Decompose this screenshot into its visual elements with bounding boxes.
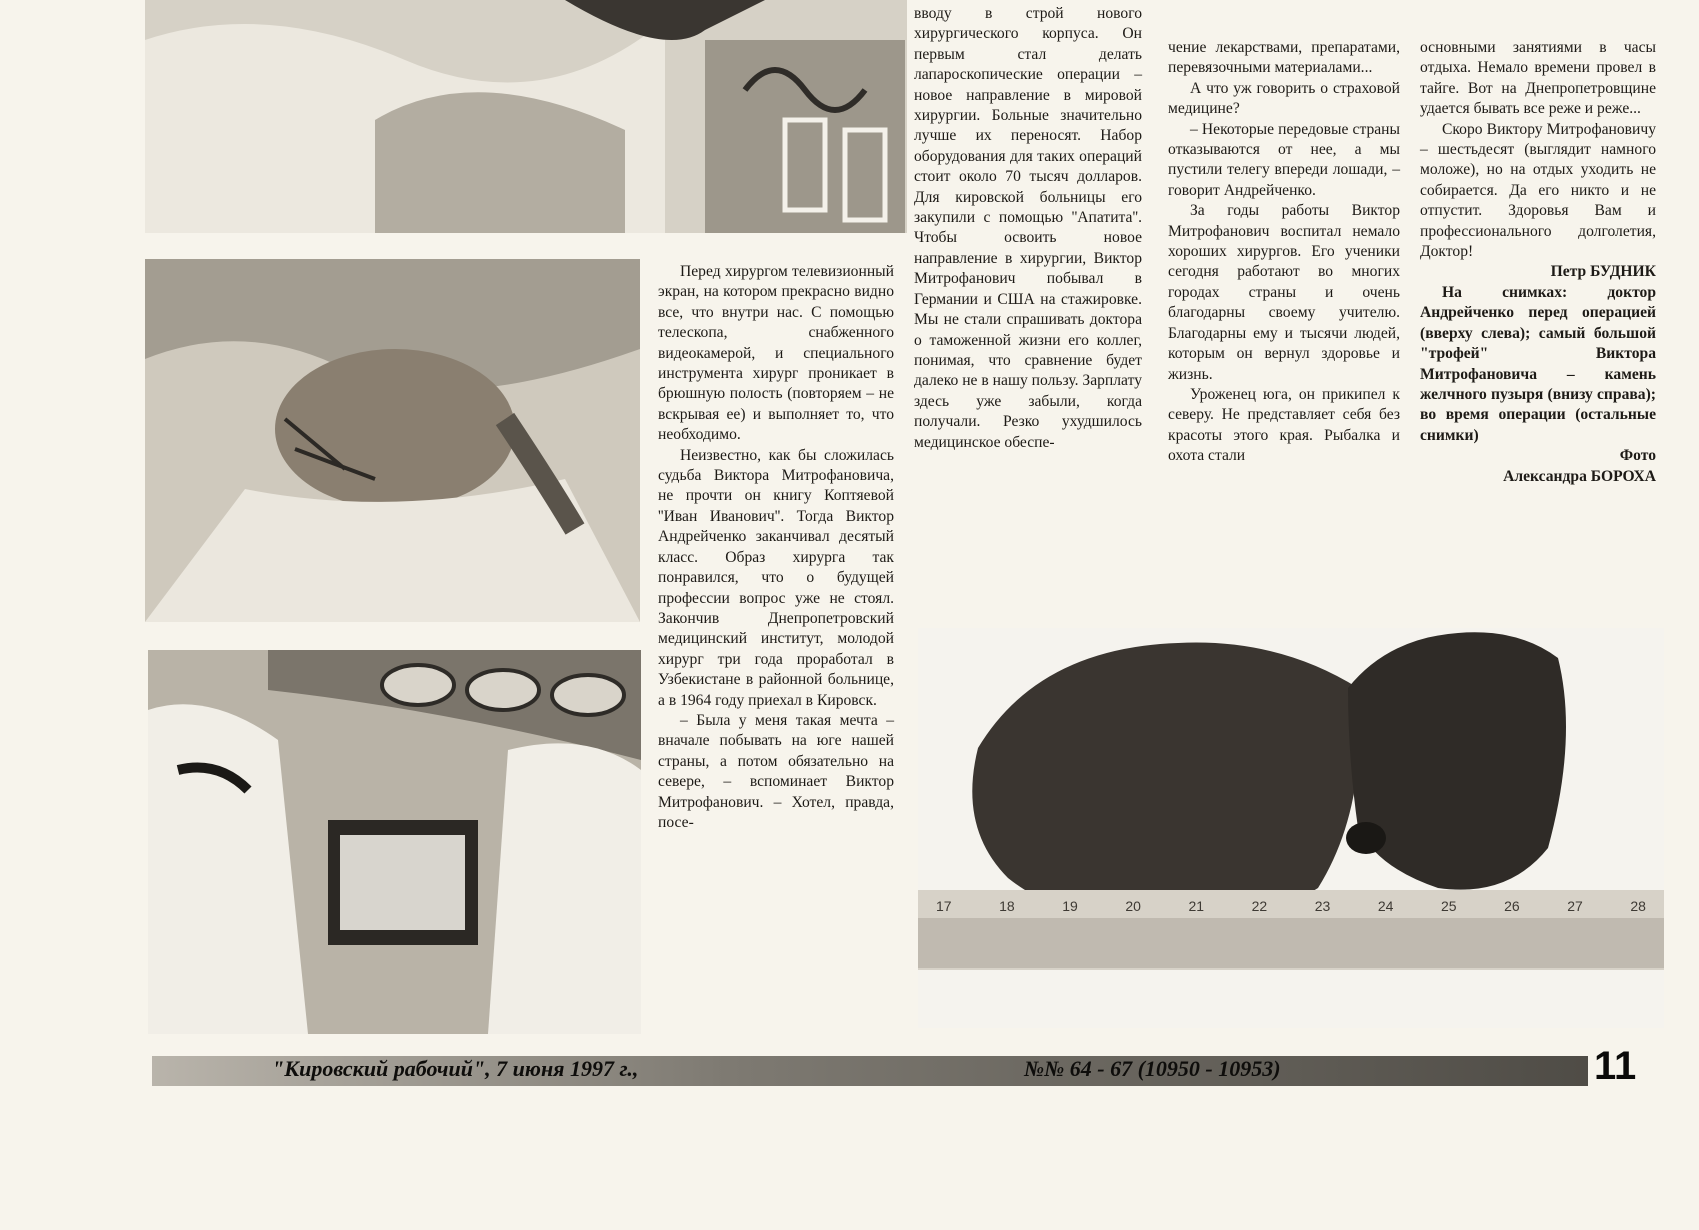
ruler-tick-label: 23 xyxy=(1314,898,1331,914)
ruler-tick-label: 25 xyxy=(1441,898,1457,914)
article-paragraph: основными занятиями в часы отдыха. Немало времени провел в тайге. Вот на Днепропетровщине удается бывать все реже и реже... xyxy=(1420,39,1656,118)
article-paragraph: – Была у меня такая мечта – вначале побывать на юге нашей страны, а потом обязательно на севере, – вспоминает Виктор Митрофанович. – Хотел, правда, посе- xyxy=(658,711,894,831)
photo-operating-room-bottom-image xyxy=(148,650,641,1034)
photo-surgeon-top-image xyxy=(145,0,907,233)
article-column-left xyxy=(658,262,894,833)
ruler-tick-label: 20 xyxy=(1125,898,1141,914)
article-paragraph: Уроженец юга, он прикипел к северу. Не представляет себя без красоты этого края. Рыбалка и охота стали xyxy=(1168,385,1400,465)
ruler-tick-label: 26 xyxy=(1504,898,1520,914)
photo-operating-room-bottom xyxy=(148,650,641,1034)
page-number: 11 xyxy=(1594,1044,1637,1088)
article-paragraph: Скоро Виктору Митрофановичу – шестьдесят (выглядит намного моложе), но на отдых уходить не собирается. Да его никто и не отпустит. Здоровья Вам и профессионального долголетия, Доктор! xyxy=(1420,120,1656,261)
footer-newspaper-name: "Кировский рабочий", 7 июня 1997 г., xyxy=(272,1056,639,1081)
article-paragraph: – Некоторые передовые страны отказываются от нее, а мы пустили телегу впереди лошади, – говорит Андрейченко. xyxy=(1168,120,1400,199)
ruler-tick-label: 28 xyxy=(1630,898,1646,914)
author-signature: Петр БУДНИК xyxy=(1550,263,1656,281)
photo-gallstone-image xyxy=(918,628,1664,1028)
footer-issue-number: №№ 64 - 67 (10950 - 10953) xyxy=(1024,1056,1281,1081)
article-column-4 xyxy=(1420,38,1656,487)
photo-credit-label: Фото xyxy=(1619,447,1656,465)
photo-operation-middle xyxy=(145,259,640,622)
photo-caption: На снимках: доктор Андрейченко перед операцией (вверху слева); самый большой "трофей" Виктора Митрофановича – камень желчного пузыря (внизу справа); во время операции (остальные снимки) xyxy=(1420,283,1656,444)
photo-credit-name: Александра БОРОХА xyxy=(1503,467,1656,485)
ruler-tick-label: 24 xyxy=(1377,898,1394,914)
article-column-3 xyxy=(1168,38,1400,467)
article-paragraph: За годы работы Виктор Митрофанович воспитал немало хороших хирургов. Его ученики сегодня работают во многих городах страны и очень благодарны своему учителю. Благодарны ему и тысячи людей, которым он вернул здоровье и жизнь. xyxy=(1168,202,1400,383)
ruler-tick-label: 21 xyxy=(1188,898,1205,914)
ruler-tick-label: 17 xyxy=(936,898,952,914)
article-paragraph: вводу в строй нового хирургического корпуса. Он первым стал делать лапароскопические операции – новое направление в мировой хирургии. Больные значительно лучше их переносят. Набор оборудования для таких операций стоит около 70 тысяч долларов. Для кировской больницы его закупили с помощью ''Апатита''. Чтобы освоить новое направление в хирургии, Виктор Митрофанович побывал в Германии и США на стажировке. Мы не стали спрашивать доктора о таможенной жизни его коллег, понимая, что сравнение будет далеко не в нашу пользу. Зарплату здесь уже забыли, когда получали. Резко ухудшилось медицинское обеспе- xyxy=(914,5,1142,451)
ruler-labels xyxy=(918,898,1664,918)
ruler-tick-label: 18 xyxy=(999,898,1015,914)
ruler-tick-label: 27 xyxy=(1567,898,1583,914)
article-paragraph: чение лекарствами, препаратами, перевязочными материалами... xyxy=(1168,39,1400,77)
ruler-tick-label: 22 xyxy=(1251,898,1268,914)
article-column-top xyxy=(914,4,1142,453)
article-paragraph: Неизвестно, как бы сложилась судьба Виктора Митрофановича, не прочти он книгу Коптяевой ''Иван Иванович''. Тогда Виктор Андрейченко заканчивал десятый класс. Образ хирурга так понравился, что о будущей профессии вопрос уже не стоял. Закончив Днепропетровский медицинский институт, молодой хирург три года проработал в Узбекистане в районной больнице, а в 1964 году приехал в Кировск. xyxy=(658,446,894,709)
photo-surgeon-top xyxy=(145,0,907,233)
ruler-tick-label: 19 xyxy=(1062,898,1078,914)
photo-operation-middle-image xyxy=(145,259,640,622)
article-paragraph: Перед хирургом телевизионный экран, на котором прекрасно видно все, что внутри нас. С помощью телескопа, снабженного видеокамерой, и специального инструмента хирург проникает в брюшную полость (повторяем – не вскрывая ее) и выполняет то, что необходимо. xyxy=(658,263,894,444)
article-paragraph: А что уж говорить о страховой медицине? xyxy=(1168,79,1400,118)
photo-gallstone xyxy=(918,628,1664,1028)
